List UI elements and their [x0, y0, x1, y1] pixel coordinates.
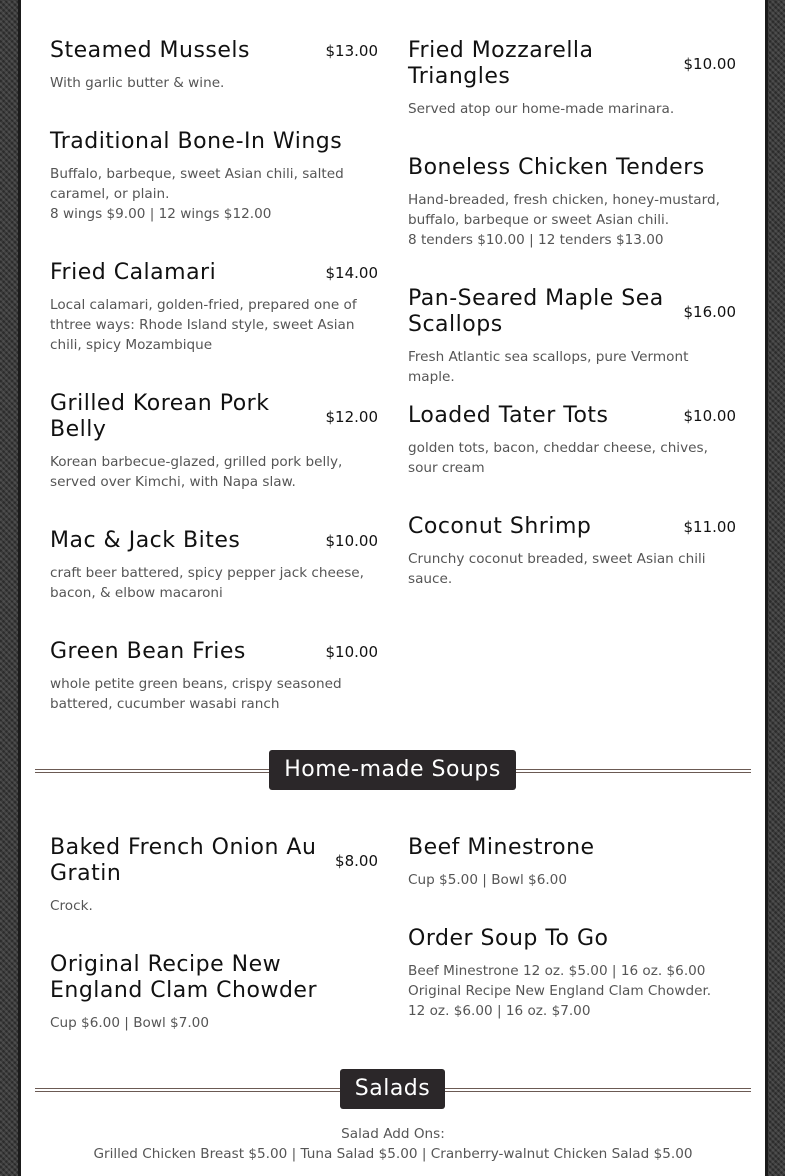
salad-add-ons [21, 1124, 765, 1164]
soups-section-header [35, 750, 751, 790]
item-description: whole petite green beans, crispy seasoned battered, cucumber wasabi ranch [50, 676, 342, 712]
menu-item [50, 38, 378, 93]
add-ons-list: Grilled Chicken Breast $5.00 | Tuna Salad $5.00 | Cranberry-walnut Chicken Salad $5.00 [93, 1146, 693, 1162]
menu-item [408, 38, 736, 119]
item-price: $13.00 [325, 42, 378, 60]
menu-item [50, 391, 378, 492]
menu-item [408, 155, 736, 250]
section-title: Home-made Soups [269, 750, 516, 790]
menu-item [408, 286, 736, 387]
add-ons-label: Salad Add Ons: [341, 1126, 445, 1142]
item-description: golden tots, bacon, cheddar cheese, chives, sour cream [408, 440, 708, 476]
item-price: $16.00 [683, 303, 736, 321]
item-description: With garlic butter & wine. [50, 75, 225, 91]
item-name: Fried Calamari [50, 260, 217, 285]
item-description: Buffalo, barbeque, sweet Asian chili, salted caramel, or plain. 8 wings $9.00 | 12 wings $12.00 [50, 166, 344, 222]
item-name: Traditional Bone-In Wings [50, 129, 343, 154]
item-description: Local calamari, golden-fried, prepared one of thtree ways: Rhode Island style, sweet Asian chili, spicy Mozambique [50, 297, 357, 353]
item-name: Fried Mozzarella Triangles [408, 38, 594, 89]
item-description: Crock. [50, 898, 93, 914]
item-name: Green Bean Fries [50, 639, 246, 664]
item-description: Served atop our home-made marinara. [408, 101, 675, 117]
salads-section-header [35, 1069, 751, 1109]
item-description: Beef Minestrone 12 oz. $5.00 | 16 oz. $6.00 Original Recipe New England Clam Chowder. 12 oz. $6.00 | 16 oz. $7.00 [408, 963, 712, 1019]
menu-item [50, 835, 378, 916]
item-price: $10.00 [683, 55, 736, 73]
item-name: Boneless Chicken Tenders [408, 155, 705, 180]
item-description: Crunchy coconut breaded, sweet Asian chili sauce. [408, 551, 706, 587]
item-description: Hand-breaded, fresh chicken, honey-mustard, buffalo, barbeque or sweet Asian chili. 8 tenders $10.00 | 12 tenders $13.00 [408, 192, 720, 248]
menu-item [50, 260, 378, 355]
item-name: Steamed Mussels [50, 38, 250, 63]
item-price: $11.00 [683, 518, 736, 536]
item-price: $12.00 [325, 408, 378, 426]
menu-item [50, 528, 378, 603]
menu-item [408, 835, 736, 890]
item-name: Loaded Tater Tots [408, 403, 609, 428]
menu-item [50, 639, 378, 714]
item-price: $14.00 [325, 264, 378, 282]
item-name: Mac & Jack Bites [50, 528, 241, 553]
menu-item [50, 952, 378, 1033]
item-name: Pan-Seared Maple Sea Scallops [408, 286, 664, 337]
section-title: Salads [340, 1069, 445, 1109]
item-price: $8.00 [335, 852, 378, 870]
menu-page [18, 0, 768, 1176]
item-description: craft beer battered, spicy pepper jack cheese, bacon, & elbow macaroni [50, 565, 364, 601]
item-price: $10.00 [325, 532, 378, 550]
item-description: Korean barbecue-glazed, grilled pork belly, served over Kimchi, with Napa slaw. [50, 454, 343, 490]
item-name: Order Soup To Go [408, 926, 609, 951]
item-price: $10.00 [325, 643, 378, 661]
item-description: Fresh Atlantic sea scallops, pure Vermont maple. [408, 349, 689, 385]
item-price: $10.00 [683, 407, 736, 425]
item-description: Cup $5.00 | Bowl $6.00 [408, 872, 567, 888]
item-name: Coconut Shrimp [408, 514, 592, 539]
menu-item [408, 926, 736, 1021]
menu-item [50, 129, 378, 224]
item-name: Beef Minestrone [408, 835, 595, 860]
item-name: Original Recipe New England Clam Chowder [50, 952, 317, 1003]
item-name: Baked French Onion Au Gratin [50, 835, 317, 886]
item-name: Grilled Korean Pork Belly [50, 391, 270, 442]
menu-item [408, 403, 736, 478]
menu-item [408, 514, 736, 589]
item-description: Cup $6.00 | Bowl $7.00 [50, 1015, 209, 1031]
